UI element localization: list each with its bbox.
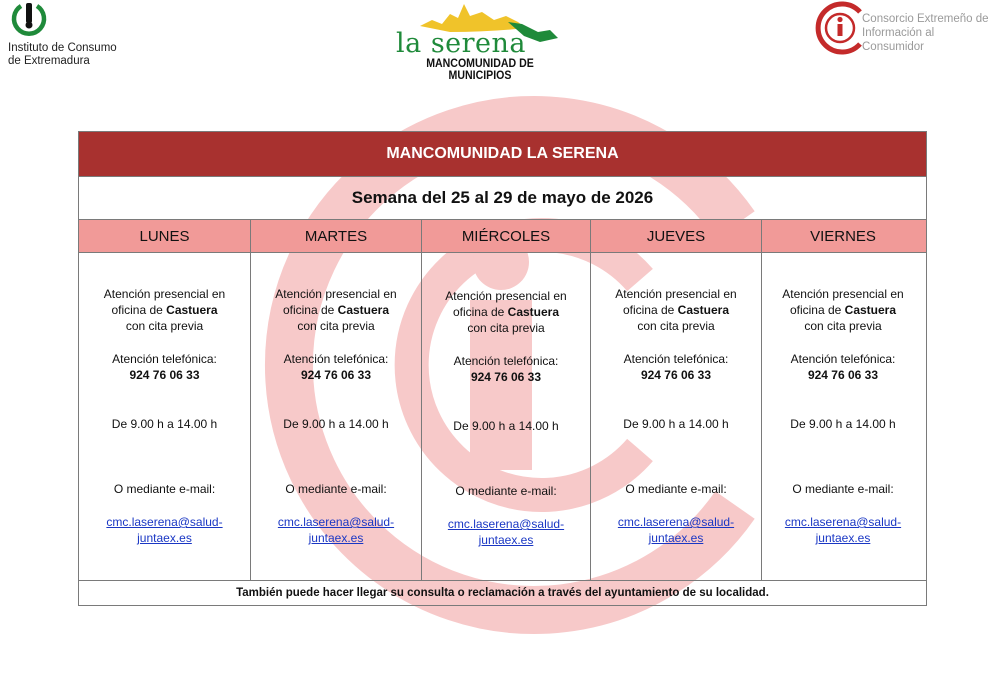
office-name: Castuera	[166, 303, 218, 317]
hours: De 9.00 h a 14.00 h	[623, 417, 729, 431]
appointment-line: con cita previa	[297, 319, 375, 333]
instituto-line2: de Extremadura	[8, 55, 90, 67]
office-prefix: oficina de	[111, 303, 167, 317]
day-column-martes	[251, 253, 422, 580]
email-link-wrap	[762, 514, 924, 546]
phone-number: 924 76 06 33	[807, 368, 879, 382]
day-column-lunes	[79, 253, 251, 580]
office-prefix: oficina de	[282, 303, 338, 317]
phone-label: Atención telefónica:	[112, 352, 217, 366]
phone-info	[762, 351, 924, 383]
day-header-martes: MARTES	[251, 220, 422, 252]
phone-number: 924 76 06 33	[470, 370, 542, 384]
consorcio-line1: Consorcio Extremeño de	[862, 13, 989, 25]
phone-info	[79, 351, 250, 383]
instituto-consumo-icon	[8, 2, 50, 40]
office-prefix: oficina de	[622, 303, 678, 317]
day-column-jueves	[591, 253, 762, 580]
phone-info	[591, 351, 761, 383]
email-link-wrap	[591, 514, 761, 546]
presencial-info	[79, 286, 250, 334]
consorcio-line2: Información al Consumidor	[862, 27, 935, 53]
phone-label: Atención telefónica:	[283, 352, 389, 366]
office-name: Castuera	[507, 305, 560, 319]
email-link-wrap	[251, 514, 421, 546]
hours: De 9.00 h a 14.00 h	[453, 419, 559, 433]
hours: De 9.00 h a 14.00 h	[111, 417, 218, 431]
appointment-line: con cita previa	[467, 321, 545, 335]
email-link-wrap	[422, 516, 590, 548]
presencial-info	[251, 286, 421, 334]
schedule-table	[78, 131, 927, 606]
appointment-line: con cita previa	[125, 319, 204, 333]
office-name: Castuera	[677, 303, 730, 317]
phone-number: 924 76 06 33	[129, 368, 200, 382]
phone-label: Atención telefónica:	[453, 354, 559, 368]
day-header-row	[79, 220, 926, 253]
office-name: Castuera	[337, 303, 390, 317]
day-header-jueves: JUEVES	[591, 220, 762, 252]
presencial-line: Atención presencial en	[445, 289, 567, 303]
email-link[interactable]: cmc.laserena@salud- juntaex.es	[784, 515, 902, 545]
email-label: O mediante e-mail:	[285, 482, 387, 496]
phone-number: 924 76 06 33	[300, 368, 372, 382]
week-range: Semana del 25 al 29 de mayo de 2026	[79, 177, 926, 220]
presencial-info	[591, 286, 761, 334]
office-line	[251, 302, 421, 318]
day-content-row	[79, 253, 926, 581]
office-line	[79, 302, 250, 318]
day-column-miercoles	[422, 253, 591, 580]
hours: De 9.00 h a 14.00 h	[283, 417, 389, 431]
office-line	[422, 304, 590, 320]
phone-info	[251, 351, 421, 383]
day-header-viernes: VIERNES	[810, 227, 876, 245]
email-link[interactable]: cmc.laserena@salud- juntaex.es	[447, 517, 565, 547]
office-line	[762, 302, 924, 318]
email-label: O mediante e-mail:	[792, 482, 894, 496]
email-link[interactable]: cmc.laserena@salud- juntaex.es	[617, 515, 735, 545]
schedule-title: MANCOMUNIDAD LA SERENA	[79, 132, 926, 177]
office-line	[591, 302, 761, 318]
email-link[interactable]: cmc.laserena@salud- juntaex.es	[277, 515, 395, 545]
consorcio-logo	[812, 0, 997, 56]
email-label: O mediante e-mail:	[625, 482, 727, 496]
phone-label: Atención telefónica:	[790, 352, 896, 366]
phone-label: Atención telefónica:	[623, 352, 729, 366]
presencial-info	[762, 286, 924, 334]
consorcio-icon	[812, 0, 868, 56]
office-name: Castuera	[844, 303, 897, 317]
day-header-lunes: LUNES	[79, 220, 251, 252]
email-link-wrap	[79, 514, 250, 546]
day-header-miercoles: MIÉRCOLES	[422, 220, 591, 252]
presencial-line: Atención presencial en	[275, 287, 397, 301]
presencial-line: Atención presencial en	[782, 287, 904, 301]
footer-note: También puede hacer llegar su consulta o reclamación a través del ayuntamiento de su localidad.	[236, 587, 769, 599]
day-column-viernes	[762, 253, 924, 580]
instituto-line1: Instituto de Consumo	[8, 42, 117, 54]
mancomunidad-subtitle: MANCOMUNIDAD DE MUNICIPIOS	[426, 58, 534, 82]
presencial-line: Atención presencial en	[615, 287, 737, 301]
office-prefix: oficina de	[789, 303, 845, 317]
appointment-line: con cita previa	[804, 319, 882, 333]
hours: De 9.00 h a 14.00 h	[790, 417, 896, 431]
email-link[interactable]: cmc.laserena@salud- juntaex.es	[106, 515, 223, 545]
phone-info	[422, 353, 590, 385]
presencial-line: Atención presencial en	[103, 287, 226, 301]
office-prefix: oficina de	[452, 305, 508, 319]
appointment-line: con cita previa	[637, 319, 715, 333]
presencial-info	[422, 288, 590, 336]
la-serena-brand: la serena	[396, 28, 527, 59]
email-label: O mediante e-mail:	[455, 484, 557, 498]
email-label: O mediante e-mail:	[113, 482, 216, 496]
phone-number: 924 76 06 33	[640, 368, 712, 382]
instituto-consumo-logo	[8, 2, 117, 68]
